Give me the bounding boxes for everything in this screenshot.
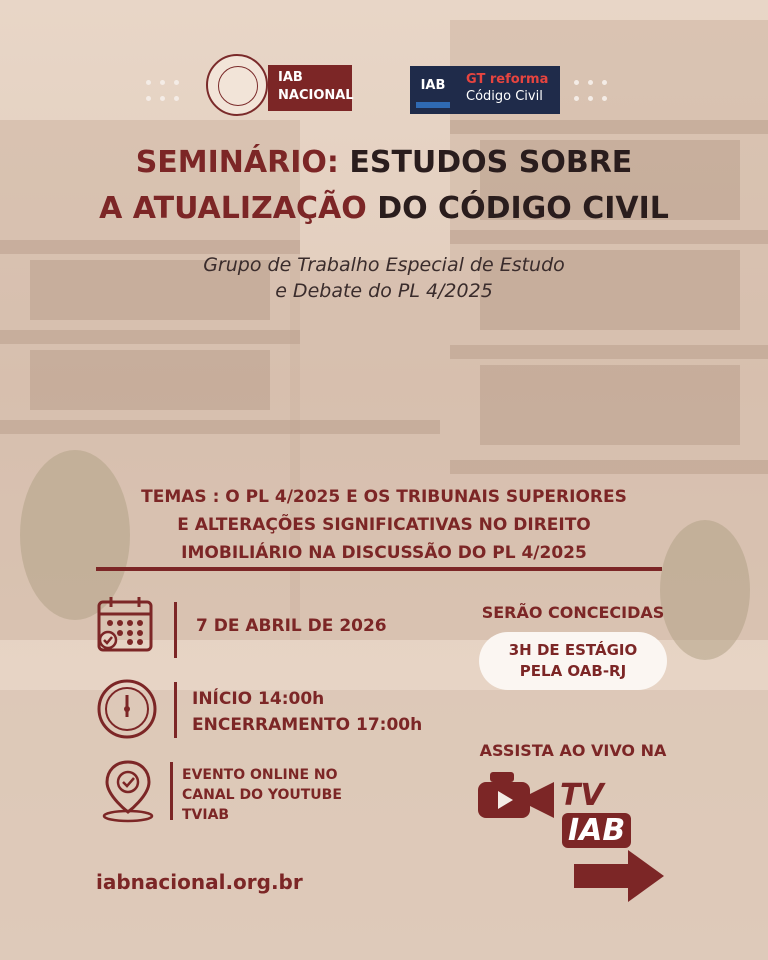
arrow-right-icon [574,848,666,908]
page-title: SEMINÁRIO: ESTUDOS SOBRE A ATUALIZAÇÃO DO CÓDIGO CIVIL [99,145,669,226]
start-time: INÍCIO 14:00h [192,689,325,709]
iab-nacional-logo [206,54,354,116]
decorative-dots-left-2 [146,96,179,101]
temas-text: TEMAS : O PL 4/2025 E OS TRIBUNAIS SUPERIORES E ALTERAÇÕES SIGNIFICATIVAS NO DIREITO IMOBILIÁRIO NA DISCUSSÃO DO PL 4/2025 [141,487,627,563]
divider-line [174,602,177,658]
location-check-icon [98,758,158,828]
divider [96,567,662,571]
online-event-text: EVENTO ONLINE NO CANAL DO YOUTUBE TVIAB [182,767,342,823]
gt-iab-label: IAB [420,78,446,93]
credits-heading: SERÃO CONCECIDAS [481,603,665,622]
website-link[interactable]: iabnacional.org.br [96,870,303,894]
divider-line [174,682,177,738]
video-camera-icon [476,770,558,822]
iab-nacional-label: IAB NACIONAL [268,65,352,111]
gt-reforma-logo [410,66,560,114]
iab-seal-icon [206,54,268,116]
tv-iab-logo [476,770,672,848]
event-date: 7 DE ABRIL DE 2026 [196,616,387,636]
divider-line [170,762,173,820]
subtitle: Grupo de Trabalho Especial de Estudo e Debate do PL 4/2025 [203,254,565,302]
live-heading: ASSISTA AO VIVO NA [479,741,667,760]
gt-reforma-label: GT reforma [466,72,549,87]
end-time: ENCERRAMENTO 17:00h [192,715,423,735]
codigo-civil-label: Código Civil [466,89,543,104]
calendar-icon [96,596,156,658]
tv-iab-label: IAB [562,813,631,848]
event-time [192,686,422,738]
decorative-dots-right [574,80,607,85]
decorative-dots-left [146,80,179,85]
clock-icon [96,678,158,744]
tv-label: TV [560,778,604,813]
credits-badge: 3H DE ESTÁGIO PELA OAB-RJ [479,632,667,690]
decorative-dots-right-2 [574,96,607,101]
